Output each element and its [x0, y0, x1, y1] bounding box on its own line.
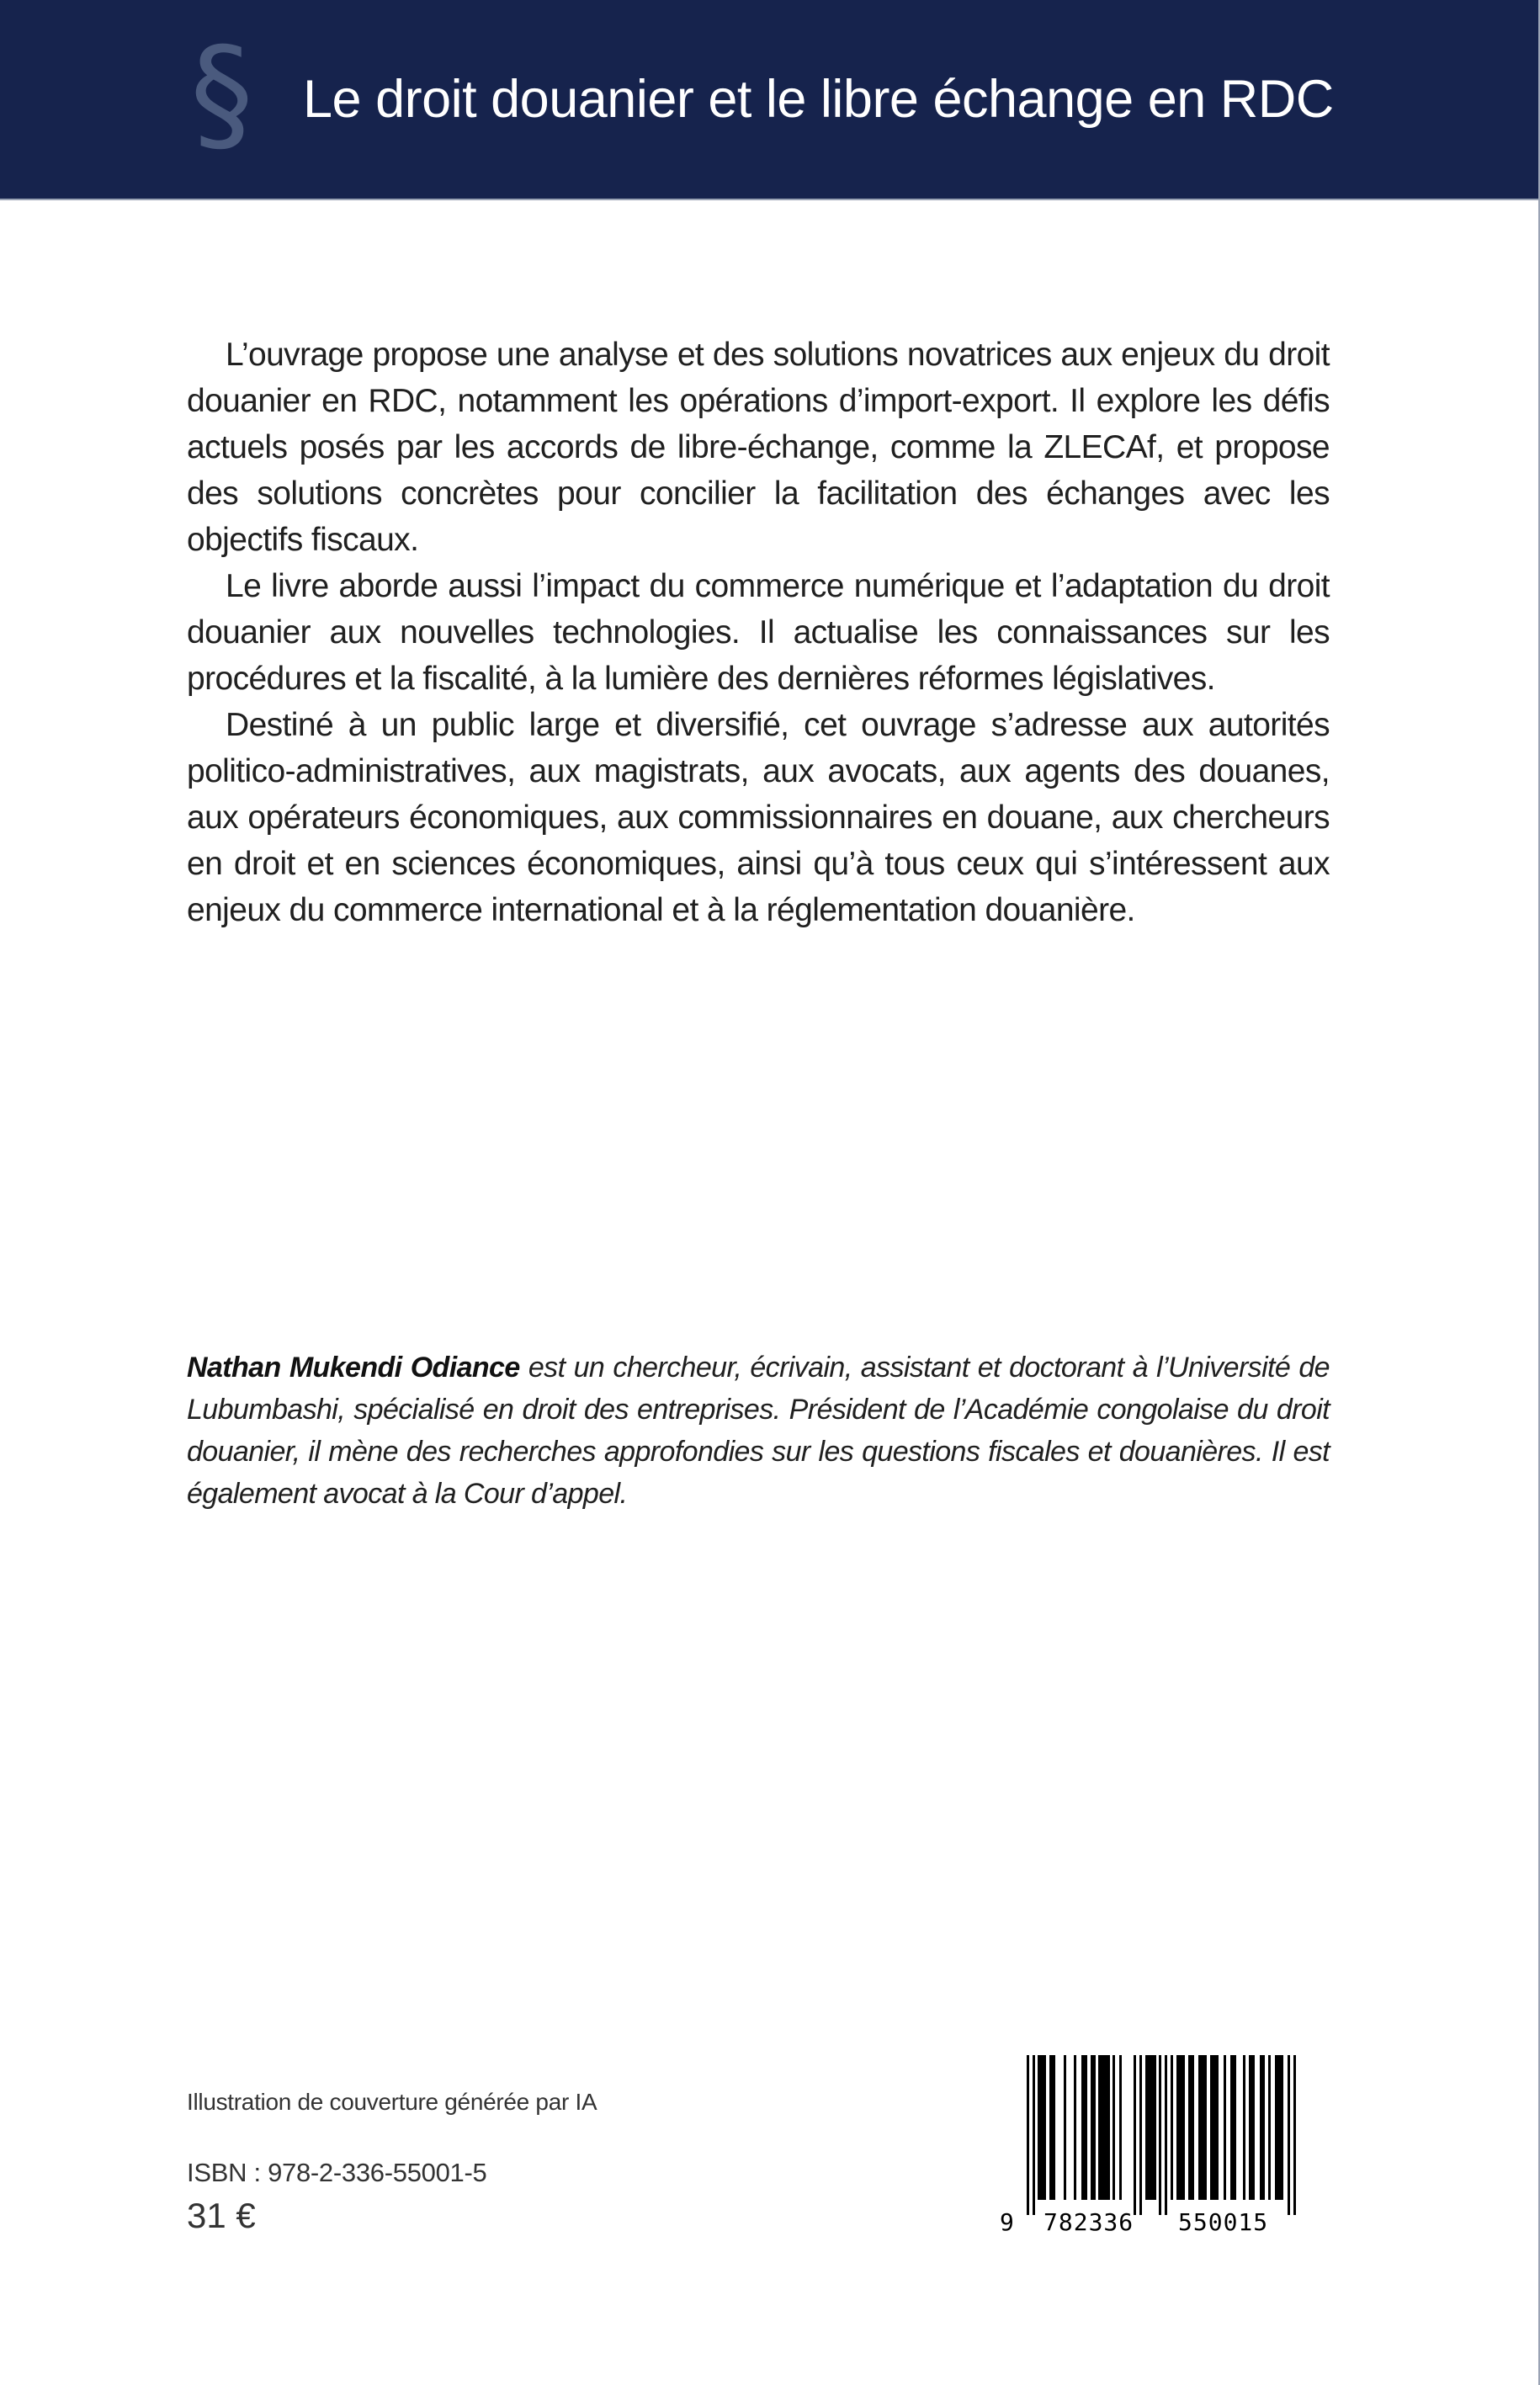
barcode-lead-digit: 9 — [1000, 2208, 1014, 2236]
book-title: Le droit douanier et le libre échange en RDC — [303, 70, 1334, 129]
price-label: 31 € — [187, 2196, 256, 2235]
author-bio-text: est un chercheur, écrivain, assistant et doctorant à l’Université de Lubumbashi, spécialisé en droit des entreprises. Président de l’Académie congolaise du droit douanier, il mène des recherches approfondies sur les questions fiscales et douanières. Il est également avocat à la Cour d’appel. — [187, 1352, 1330, 1510]
barcode-left-digits: 782336 — [1043, 2208, 1134, 2236]
isbn-label: ISBN : 978-2-336-55001-5 — [187, 2158, 487, 2187]
barcode-right-digits: 550015 — [1178, 2208, 1269, 2236]
book-summary — [187, 332, 1330, 933]
summary-paragraph-2: Le livre aborde aussi l’impact du commerce numérique et l’adaptation du droit douanier aux nouvelles technologies. Il actualise les connaissances sur les procédures et la fiscalité, à la lumière des dernières réformes législatives. — [187, 568, 1330, 697]
section-sign-icon: § — [190, 21, 253, 167]
author-bio — [187, 1347, 1330, 1515]
cover-illustration-credit: Illustration de couverture générée par IA — [187, 2089, 597, 2115]
author-name: Nathan Mukendi Odiance — [187, 1352, 520, 1384]
cover-header-band — [0, 0, 1538, 200]
summary-paragraph-1: L’ouvrage propose une analyse et des solutions novatrices aux enjeux du droit douanier en RDC, notamment les opérations d’import-export. Il explore les défis actuels posés par les accords de libre-échange, comme la ZLECAf, et propose des solutions concrètes pour concilier la facilitation des échanges avec les objectifs fiscaux. — [187, 337, 1330, 558]
barcode-icon — [985, 2052, 1304, 2245]
summary-paragraph-3: Destiné à un public large et diversifié, cet ouvrage s’adresse aux autorités politico-administratives, aux magistrats, aux avocats, aux agents des douanes, aux opérateurs économiques, aux commissionnaires en douane, aux chercheurs en droit et en sciences économiques, ainsi qu’à tous ceux qui s’intéressent aux enjeux du commerce international et à la réglementation douanière. — [187, 707, 1330, 928]
